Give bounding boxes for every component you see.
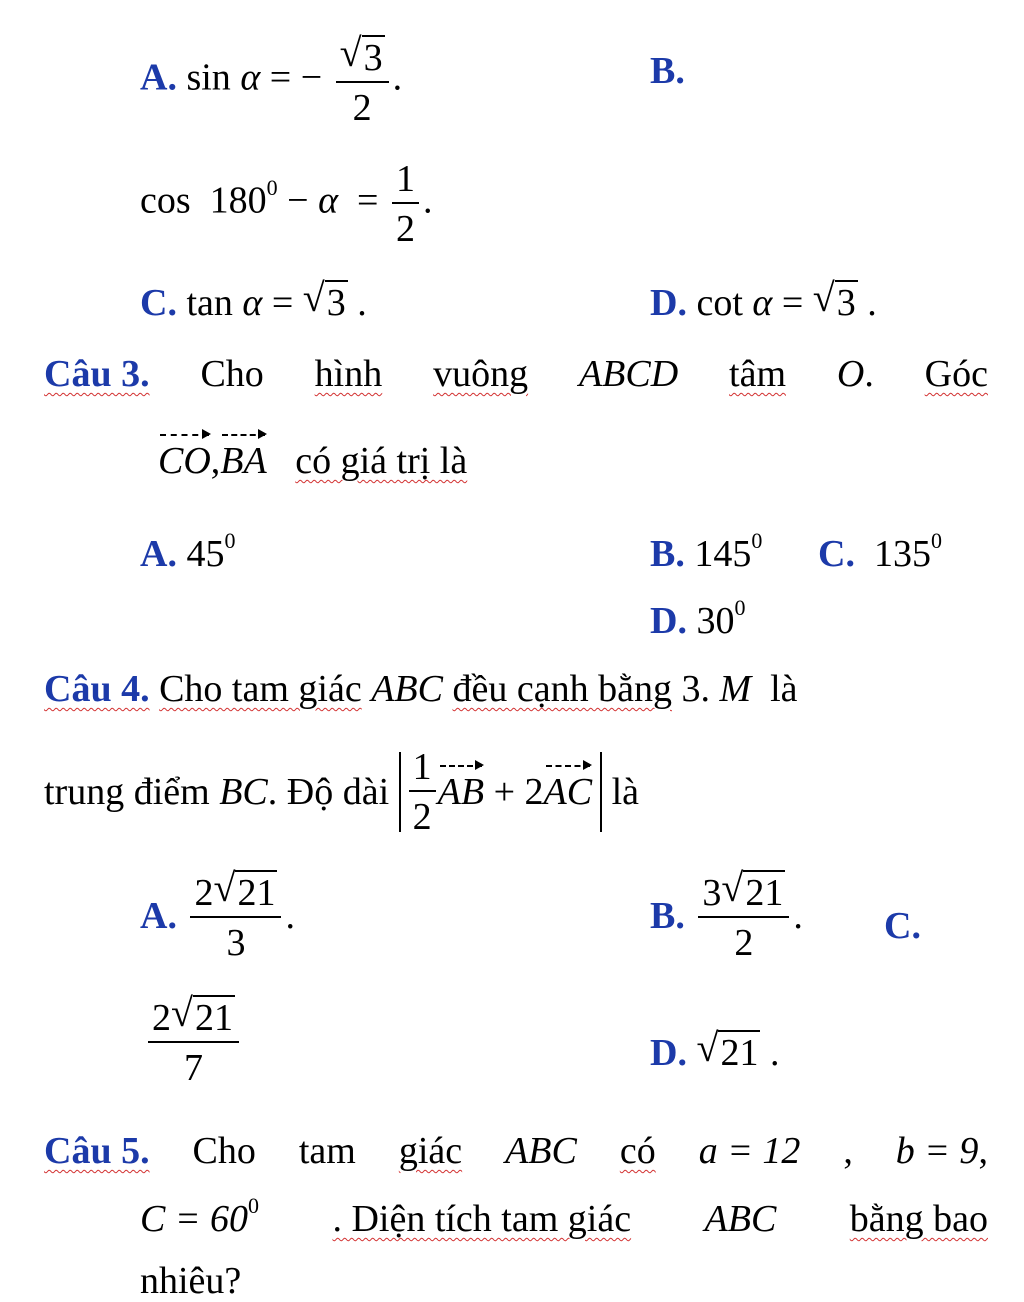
q2-option-a[interactable]	[140, 35, 402, 127]
math-m: M	[719, 668, 752, 710]
math-a-eq: a = 12	[698, 1130, 801, 1172]
tan-fn: tan	[186, 282, 233, 324]
fraction	[336, 35, 389, 127]
question-label: Câu 4.	[44, 668, 150, 710]
question-text: trung điểm	[44, 771, 210, 813]
alpha: α	[318, 179, 339, 222]
comma: ,	[843, 1130, 853, 1172]
denominator: 7	[148, 1041, 239, 1087]
equals: =	[271, 282, 294, 324]
q2-option-b-content	[140, 160, 432, 248]
radicand: 21	[195, 997, 233, 1039]
word: vuông	[433, 353, 529, 395]
q3-option-c[interactable]	[818, 528, 942, 575]
radicand: 3	[363, 37, 383, 79]
question-tail: có giá trị là	[295, 440, 468, 482]
fraction	[392, 160, 419, 248]
radicand: 21	[745, 872, 784, 914]
denominator: 2	[392, 202, 419, 248]
q4-option-c-content	[144, 995, 243, 1087]
absolute-value-expr	[399, 746, 602, 838]
question-text: bằng bao	[849, 1198, 988, 1240]
math-abc: ABC	[704, 1198, 777, 1240]
minus: −	[300, 56, 323, 99]
cot-fn: cot	[696, 282, 743, 324]
option-label: A.	[140, 56, 177, 99]
number: 3	[681, 668, 701, 710]
word: có	[619, 1130, 656, 1172]
q3-option-b[interactable]	[650, 528, 763, 575]
vector-ac: AC	[543, 771, 593, 813]
math-abc: ABC	[371, 668, 443, 710]
word: là	[611, 771, 640, 813]
degree-sup: 0	[751, 528, 763, 553]
word: giác	[398, 1130, 463, 1172]
period: .	[285, 895, 295, 937]
q2-option-b-label[interactable]: B.	[650, 50, 685, 92]
fraction	[148, 995, 239, 1087]
option-label: D.	[650, 600, 687, 642]
question-text: . Độ dài	[267, 771, 390, 813]
radicand: 3	[326, 282, 346, 324]
cos-fn: cos	[140, 179, 191, 222]
numerator: 1	[412, 746, 432, 788]
denominator: 2	[409, 790, 436, 836]
word: tam	[298, 1130, 356, 1172]
q3-option-a[interactable]	[140, 528, 236, 575]
period: .	[793, 895, 803, 937]
denominator: 2	[698, 916, 789, 962]
math-bc: BC	[219, 771, 268, 813]
q4-option-c-label[interactable]: C.	[884, 905, 921, 947]
alpha: α	[240, 56, 261, 99]
option-label: A.	[140, 533, 177, 575]
math-abc: ABC	[505, 1130, 577, 1172]
option-value: 30	[696, 600, 735, 642]
math-b-eq: b = 9	[895, 1130, 979, 1172]
period: .	[392, 56, 403, 99]
question-text: Cho tam giác	[159, 668, 362, 710]
coefficient: 2	[152, 997, 171, 1039]
q5-line2	[140, 1193, 988, 1240]
period: .	[357, 282, 367, 324]
fraction	[698, 870, 789, 962]
coefficient: 2	[194, 872, 214, 914]
q2-option-d[interactable]	[650, 280, 877, 322]
numerator: 1	[395, 158, 415, 200]
math-c-eq: C = 60	[140, 1198, 248, 1240]
q4-option-d[interactable]	[650, 1030, 779, 1072]
plus-two: + 2	[493, 771, 544, 813]
q5-line1	[44, 1132, 988, 1170]
period: .	[867, 282, 877, 324]
q2-option-c[interactable]	[140, 280, 367, 322]
alpha: α	[752, 282, 773, 324]
word: Cho	[192, 1130, 256, 1172]
word: Cho	[200, 353, 264, 395]
question-text: . Diện tích tam giác	[332, 1198, 632, 1240]
option-value: 135	[873, 533, 931, 575]
option-label: C.	[140, 282, 177, 324]
sin-fn: sin	[186, 56, 231, 99]
degree-sup: 0	[266, 174, 278, 200]
q5-line3: nhiêu?	[140, 1260, 242, 1302]
equals: =	[357, 179, 379, 222]
q3-line2	[158, 442, 467, 480]
radicand: 21	[720, 1032, 759, 1074]
vector-ba: BA	[220, 440, 267, 482]
degree-sup: 0	[248, 1193, 259, 1218]
minus: −	[287, 179, 309, 222]
option-label: B.	[650, 533, 685, 575]
word: tâm	[729, 353, 786, 395]
question-text: đều cạnh bằng	[452, 668, 672, 710]
degree-sup: 0	[224, 528, 236, 553]
degree-sup: 0	[930, 528, 942, 553]
q4-line2	[44, 746, 640, 838]
period: .	[864, 353, 874, 395]
q4-option-b[interactable]	[650, 870, 803, 962]
math-abcd: ABCD	[578, 353, 679, 395]
alpha: α	[242, 282, 263, 324]
option-label: A.	[140, 895, 177, 937]
word: là	[770, 668, 798, 710]
comma: ,	[210, 440, 221, 482]
angle-value: 180	[209, 179, 267, 222]
comma: ,	[978, 1130, 988, 1172]
option-value: 145	[694, 533, 752, 575]
option-label: B.	[650, 895, 685, 937]
option-value: 45	[186, 533, 225, 575]
denominator: 2	[336, 81, 389, 127]
question-label: Câu 5.	[44, 1130, 150, 1172]
q3-line1	[44, 355, 988, 393]
radicand: 21	[237, 872, 276, 914]
denominator: 3	[190, 916, 281, 962]
equals: =	[781, 282, 804, 324]
question-label: Câu 3.	[44, 353, 150, 395]
q4-line1	[44, 670, 798, 708]
word: hình	[314, 353, 383, 395]
period: .	[422, 179, 433, 222]
option-label: C.	[818, 533, 855, 575]
coefficient: 3	[702, 872, 722, 914]
fraction	[409, 748, 436, 836]
period: .	[769, 1032, 780, 1074]
option-label: D.	[650, 282, 687, 324]
word: Góc	[924, 353, 988, 395]
q3-option-d[interactable]	[650, 595, 746, 642]
equals: =	[269, 56, 292, 99]
vector-co: CO	[158, 440, 211, 482]
vector-ab: AB	[437, 771, 485, 813]
radicand: 3	[836, 282, 856, 324]
q4-option-a[interactable]	[140, 870, 295, 962]
degree-sup: 0	[734, 595, 746, 620]
fraction	[190, 870, 281, 962]
period: .	[700, 668, 710, 710]
math-o: O	[836, 353, 865, 395]
option-label: D.	[650, 1032, 687, 1074]
